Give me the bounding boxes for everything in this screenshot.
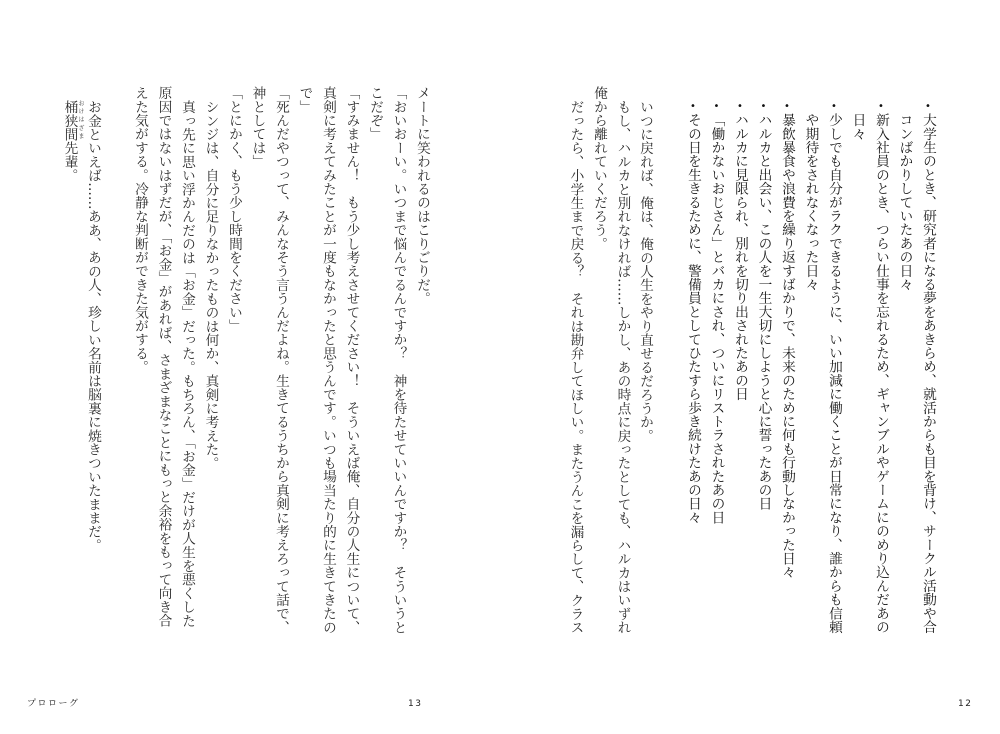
bullet-icon: • (713, 100, 720, 112)
page-number: 13 (408, 699, 423, 709)
text-line: 桶狭間先輩。 (61, 99, 78, 182)
text-line: 「とにかく、もう少し時間をください」 (226, 86, 242, 333)
text-line: 「おいおーい。いつまで悩んでるんですか？ 神を待たせていいんですか？ そういうと (390, 86, 407, 634)
running-head: プロローグ (27, 699, 80, 709)
text-line: 「死んだやつって、みんなそう言うんだよね。生きてるうちから真剣に考えろって話で、 (273, 86, 289, 634)
text-line: 真剣に考えてみたことが一度もなかったと思うんです。いつも場当たり的に生きてきたの (320, 86, 336, 634)
text-line: シンジは、自分に足りなかったものは何か、真剣に考えた。 (202, 99, 219, 470)
bullet-icon: • (878, 100, 884, 112)
page-number: 12 (958, 699, 973, 709)
text-line: お金といえば……ああ、あの人、珍しい名前は脳裏に焼きついたままだ。 (85, 99, 101, 552)
bullet-item-line: ハルカと出会い、この人を一生大切にしようと心に誓ったあの日 (755, 113, 772, 511)
text-line: こだぞ」 (367, 86, 383, 141)
bullet-item-line: 暴飲暴食や浪費を繰り返すばかりで、未来のために何も行動しなかった日々 (779, 113, 795, 580)
text-line: 「すみません！ もう少し考えさせてください！ そういえば俺、自分の人生について、 (343, 86, 360, 634)
bullet-item-line: 大学生のとき、研究者になる夢をあきらめ、就活からも目を背け、サークル活動や合 (920, 113, 936, 634)
text-line: いつに戻れば、俺は、俺の人生をやり直せるだろうか。 (637, 99, 653, 443)
bullet-icon: • (690, 100, 696, 112)
bullet-item-line: 日々 (849, 113, 866, 141)
bullet-icon: • (760, 100, 767, 112)
bullet-icon: • (737, 100, 743, 112)
text-line: 原因ではないはずだが、「お金」があれば、さまざまなことにもっと余裕をもって向き合 (155, 86, 172, 628)
ruby-annotation: おけはざま (77, 100, 84, 141)
text-line: メートに笑われるのはこりごりだ。 (414, 86, 430, 306)
text-line: えた気がする。冷静な判断ができた気がする。 (132, 86, 148, 374)
bullet-item-line: や期待をされなくなった日々 (802, 113, 819, 292)
text-line: 俺から離れていくだろう。 (591, 86, 607, 251)
bullet-item-line: 新入社員のとき、つらい仕事を忘れるため、ギャンブルやゲームにのめり込んだあの (873, 113, 889, 634)
text-line: 真っ先に思い浮かんだのは「お金」だった。もちろん、「お金」だけが人生を悪くした (179, 99, 195, 628)
bullet-item-line: 「働かないおじさん」とバカにされ、ついにリストラされたあの日 (708, 113, 725, 525)
bullet-item-line: 少しでも自分がラクできるように、いい加減に働くことが日常になり、誰からも信頼 (826, 113, 842, 634)
bullet-icon: • (831, 100, 837, 112)
bullet-item-line: コンばかりしていたあの日々 (896, 113, 913, 292)
text-line: 神としては」 (249, 86, 266, 169)
text-line: もし、ハルカと別れなければ……しかし、あの時点に戻ったとしても、ハルカはいずれ (614, 99, 631, 634)
page-right (500, 0, 1000, 734)
text-line: で」 (296, 86, 313, 114)
text-line: だったら、小学生まで戻る？ それは勘弁してほしい。またうんこを漏らして、クラス (567, 99, 584, 634)
bullet-item-line: ハルカに見限られ、別れを切り出されたあの日 (732, 113, 748, 402)
bullet-icon: • (925, 100, 931, 112)
bullet-item-line: その日を生きるために、警備員としてひたすら歩き続けたあの日々 (685, 113, 701, 525)
bullet-icon: • (784, 100, 790, 112)
